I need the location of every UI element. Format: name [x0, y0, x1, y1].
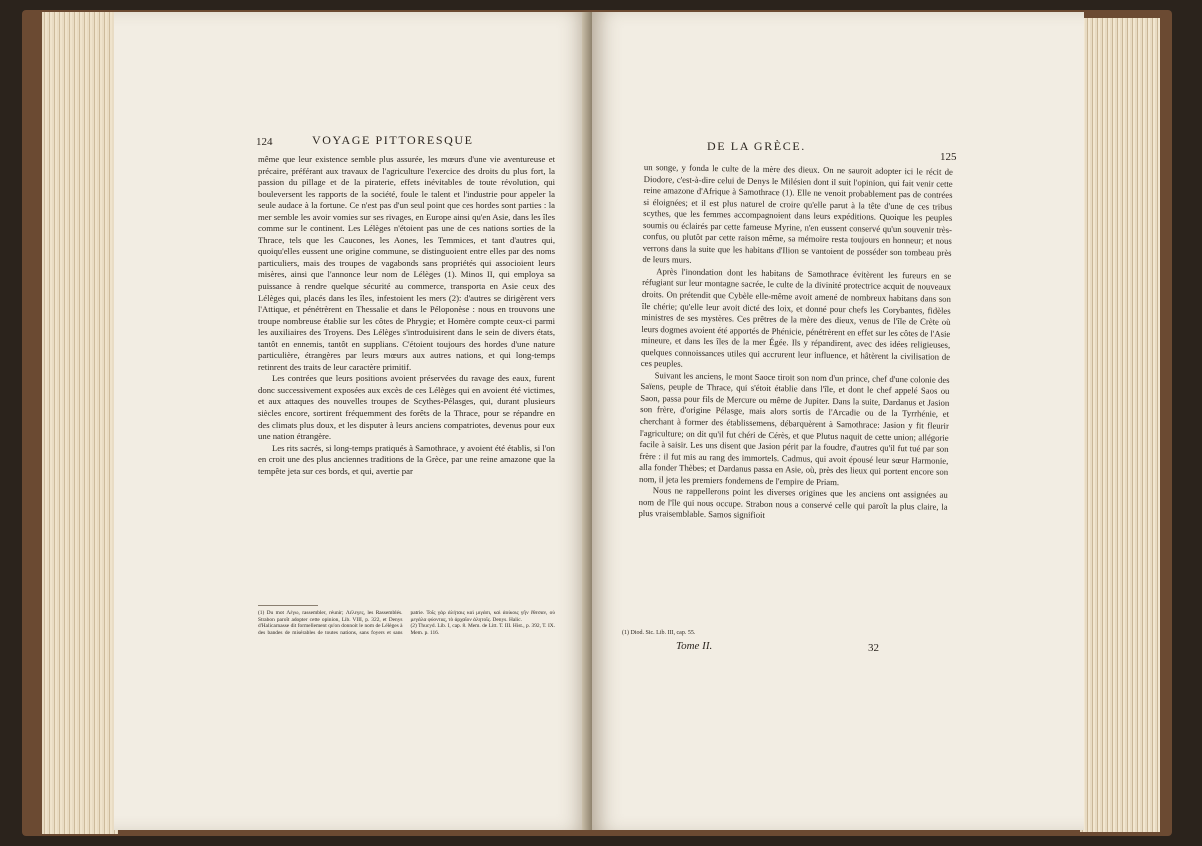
right-page-number: 125 — [940, 151, 957, 163]
footnote: (1) Diod. Sic. Lib. III, cap. 55. — [622, 630, 696, 636]
volume-signature: Tome II. — [676, 640, 713, 652]
right-paragraph: Suivant les anciens, le mont Saoce tiroit son nom d'un prince, chef d'une colonie des Saïens, peuple de Thrace, qui s'étoit établie dans l'île, et dont le chef appelé Saos ou Saon, passa pour fils de Mercure ou même de Jupiter. Dans la suite, Dardanus et Jasion son frère, d'origine Pélasge, mais alors sortis de l'Arcadie ou de la Tyrrhénie, et cherchant à former des établissemens, débarquèrent à Samothrace: Jasion y fit fleurir l'agriculture; on dit qu'il fut chéri de Cérès, et que Plutus naquit de cette union; allégorie facile à saisir. Les uns disent que Jasion périt par la foudre, d'autres qu'il fut tué par son frère : il fut mis au rang des immortels. Cadmus, qui avoit épousé leur sœur Harmonie, alla fonder Thèbes; et Dardanus passa en Asie, où, près des lieux qui portent encore son nom, il jeta les premiers fondemens de l'empire de Priam. — [638, 370, 950, 487]
right-body-text — [637, 162, 953, 637]
left-body-text — [258, 154, 555, 608]
left-page — [114, 12, 590, 830]
gathering-mark: 32 — [868, 642, 879, 654]
footnote: (2) Thucyd. Lib. I, cap. 8. Mem. de Litt. T. III. Hist., p. 392, T. IX. Mem. p. 116. — [410, 623, 555, 636]
footnote: (1) Du mot Λέγω, rassembler, réunir; Λέλεγες, les Rassemblés. Strabon paroît adopter cette opinion, Lib. VIII, p. 322, et Denys d'Halicarnasse dit formellement qu'on donnoit le nom de Lélèges à des bandes de misérables de toutes nations, sans foyers et sans patrie. Τοῖς γὰρ ἀλήταις καὶ μιγάσι, καὶ ἀοίκοις γῆν ἔθεσαν, οὐ μεγάλα φύοντας, τὸ ἀρχαῖον ἀλητοῖς. Denys. Halic. — [258, 610, 555, 636]
footnote-rule — [258, 605, 318, 606]
left-paragraph: même que leur existence semble plus assurée, les mœurs d'une vie aventureuse et précaire, préférant aux travaux de l'agriculture l'exercice des droits du plus fort, la passion du pillage et de la piraterie, effets inévitables de toute révolution, qui bouleversent les rapports de la société, foule le talent et l'industrie pour appeler la seule audace à la fortune. Ce n'est pas d'un seul point que ces hordes sont parties : la mer semble les avoir vomies sur ses rivages, en Europe ainsi qu'en Asie, dans les îles comme sur le continent. Les Lélèges n'étoient pas une de ces nations sorties de la Thrace, tels que les Caucones, les Aones, les Temmices, et tant d'autres qui, quoiqu'elles eussent une origine commune, se distinguoient entre elles par des noms particuliers, mais des troupes de vagabonds sans propriétés qui associoient leurs misères, ainsi que l'annonce leur nom de Lélèges (1). Minos II, qui employa sa puissance à rendre quelque sécurité au commerce, transporta en Asie ceux des Lélèges qui, placés dans les îles, infestoient les mers (2): d'autres se dirigèrent vers l'Attique, et pénétrèrent en Thessalie et dans le Péloponèse : nous en trouvons une troupe nombreuse établie sur les côtes de Phrygie; et Homère compte ceux-ci parmi les auxiliaires des Troyens. Des Lélèges s'introduisirent dans le sein de divers états, tantôt en ennemis, tantôt en supplians. C'étoient toujours des hordes d'une nature particulière, étrangères par leurs mœurs aux autres nations, et qui long-temps retinrent des traits de leur caractère primitif. — [258, 154, 555, 372]
left-paragraph: Les contrées que leurs positions avoient préservées du ravage des eaux, furent donc successivement exposées aux excès de ces Lélèges qui en avoient été victimes, et aux attaques des nouvelles troupes de Scythes-Pélasges, qui, durant plusieurs siècles encore, sortirent fréquemment des forêts de la Thrace, pour se répandre en des climats plus doux, et les disputer à leurs anciens compatriotes, devenus pour eux une nation étrangère. — [258, 373, 555, 442]
left-page-edges — [42, 12, 118, 834]
left-running-head: VOYAGE PITTORESQUE — [312, 133, 474, 147]
right-footnotes — [622, 630, 822, 637]
right-paragraph: Après l'inondation dont les habitans de Samothrace évitèrent les fureurs en se réfugiant sur leur montagne sacrée, le culte de la divinité protectrice acquit de nouveaux droits. On prétendit que Cybèle elle-même avoit amené de nombreux habitans dans son île chérie; qu'elle leur avoit dicté des loix, et donné pour chefs les Corybantes, fidèles ministres de ses mystères. Ces prêtres de la mère des dieux, venus de l'île de Crète où leurs dogmes avoient été apportés de Phénicie, pénétrèrent en effet sur les côtes de l'Asie mineure, et dans les îles de la mer Égée. Ils y répandirent, avec des idées religieuses, quelques connoissances utiles qui accrurent leur influence, et hâtèrent la civilisation de ces peuples. — [640, 266, 952, 369]
left-page-number: 124 — [256, 136, 273, 148]
right-paragraph: Nous ne rappellerons point les diverses origines que les anciens ont assignées au nom de l'île qui nous occupe. Strabon nous a conservé celle qui paroît la plus claire, la plus vraisemblable. Samos signifioit — [638, 485, 948, 521]
left-paragraph: Les rits sacrés, si long-temps pratiqués à Samothrace, y avoient été établis, si l'on en croit une des plus anciennes traditions de la Grèce, par une reine amazone que la tempête jeta sur ces bords, et qui, avertie par — [258, 442, 555, 476]
right-page-edges — [1080, 18, 1160, 832]
right-paragraph: un songe, y fonda le culte de la mère des dieux. On ne sauroit adopter ici le récit de Diodore, c'est-à-dire celui de Denys le Milésien dont il suit l'opinion, qui fait venir cette reine amazone d'Afrique à Samothrace (1). Elle ne venoit probablement pas de contrées si éloignées; et il est plus naturel de croire qu'elle parut à la tête d'une de ces tribus scythes, que les femmes accompagnoient dans leurs expéditions. Quoique les peuples soumis ou éclairés par cette fameuse Myrine, n'en eussent conservé qu'un souvenir très-confus, ou plutôt par cette raison même, sa mémoire resta toujours en honneur; et nous verrons dans la suite que les habitans d'Ilion se vantoient de posséder son tombeau près de leurs murs. — [642, 162, 953, 266]
right-page — [592, 12, 1084, 830]
right-running-head: DE LA GRÈCE. — [707, 139, 806, 153]
left-footnotes — [258, 610, 555, 670]
